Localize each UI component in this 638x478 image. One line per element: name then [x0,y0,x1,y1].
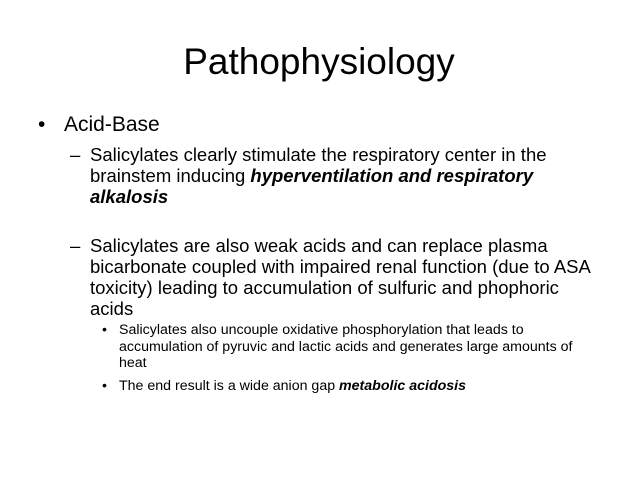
subbullet-emphasis: hyperventilation and respiratory alkalosis [90,165,534,207]
subsubbullet-text: Salicylates also uncouple oxidative phosphorylation that leads to accumulation of pyruvic and lactic acids and generates large amounts of heat [119,322,573,371]
subsubbullet-emphasis: metabolic acidosis [339,378,466,394]
subbullet-text [90,144,600,207]
bullet-marker: • [38,113,46,136]
bullet-text: Acid-Base [64,113,160,136]
dash-marker: – [70,144,81,165]
subbullet-text: Salicylates are also weak acids and can replace plasma bicarbonate coupled with impaired renal function (due to ASA toxicity) leading to accumulation of sulfuric and phophoric acids [90,235,590,319]
subsubbullet-text [119,378,601,395]
subbullet-plain-text: Salicylates clearly stimulate the respiratory center in the brainstem inducing [90,144,547,186]
subsubbullet-plain-text: The end result is a wide anion gap [119,378,340,394]
dash-marker: – [70,235,81,256]
slide-title: Pathophysiology [183,41,455,82]
bullet-marker: • [102,322,107,338]
bullet-marker: • [102,378,107,394]
